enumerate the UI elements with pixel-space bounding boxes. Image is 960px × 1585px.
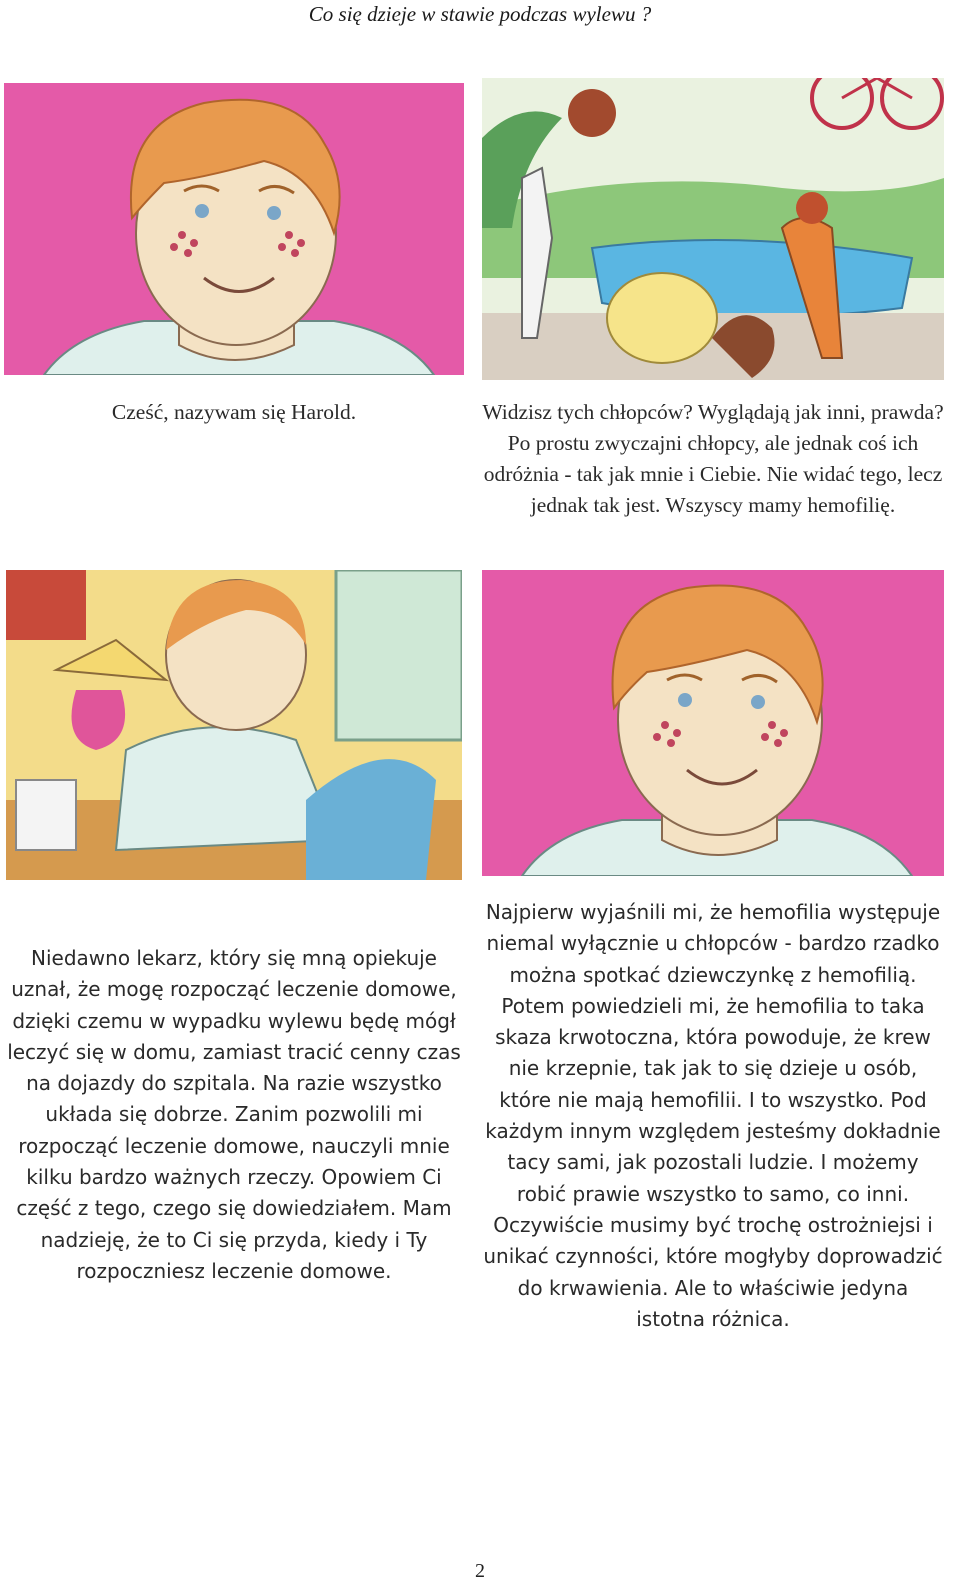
caption-boys-hemophilia: Widzisz tych chłopców? Wyglądają jak inni, prawda? Po prostu zwyczajni chłopcy, ale jednak coś ich odróżnia - tak jak mnie i Ciebie. Nie widać tego, lecz jednak tak jest. Wszyscy mamy hemofilię. bbox=[482, 400, 944, 517]
illustration-harold-portrait-2 bbox=[482, 570, 944, 876]
illustration-home-treatment bbox=[6, 570, 462, 880]
caption-hemophilia-explained: Najpierw wyjaśnili mi, że hemofilia występuje niemal wyłącznie u chłopców - bardzo rzadko można spotkać dziewczynkę z hemofilią. Potem powiedzieli mi, że hemofilia to taka skaza krwotoczna, która powoduje, że krew nie krzepnie, tak jak to się dzieje u osób, które nie mają hemofilii. I to wszystko. Pod każdym innym względem jesteśmy dokładnie tacy sami, jak pozostali ludzie. I możemy robić prawie wszystko to samo, co inni. Oczywiście musimy być trochę ostrożniejsi i unikać czynności, które mogłyby doprowadzić do krwawienia. Ale to właściwie jedyna istotna różnica. bbox=[483, 900, 943, 1331]
caption-harold-intro: Cześć, nazywam się Harold. bbox=[111, 400, 357, 424]
illustration-harold-portrait bbox=[4, 83, 464, 375]
caption-home-treatment: Niedawno lekarz, który się mną opiekuje uznał, że mogę rozpocząć leczenie domowe, dzięki czemu w wypadku wylewu będę mógł leczyć się w domu, zamiast tracić cenny czas na dojazdy do szpitala. Na razie wszystko układa się dobrze. Zanim pozwolili mi rozpocząć leczenie domowe, nauczyli mnie kilku bardzo ważnych rzeczy. Opowiem Ci część z tego, czego się dowiedziałem. Mam nadzieję, że to Ci się przyda, kiedy i Ty rozpoczniesz leczenie domowe. bbox=[7, 946, 461, 1283]
page-title: Co się dzieje w stawie podczas wylewu ? bbox=[308, 2, 652, 26]
illustration-boys-playing bbox=[482, 78, 944, 380]
page-number: 2 bbox=[475, 1560, 485, 1582]
